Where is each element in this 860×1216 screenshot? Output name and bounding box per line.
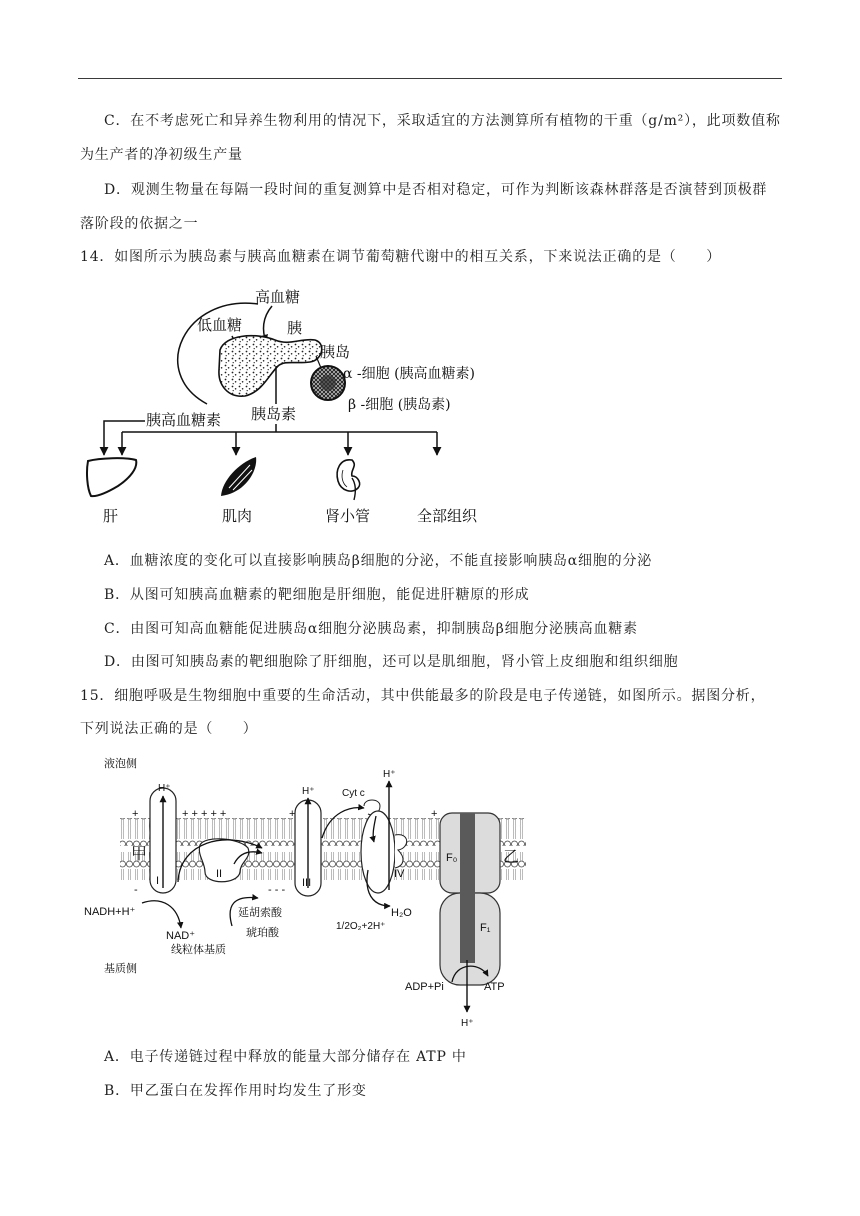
target-liver-label: 肝 (103, 507, 119, 525)
q13-option-c-line1: C．在不考虑死亡和异养生物利用的情况下，采取适宜的方法测算所有植物的干重（g/m²），此项数值称 (104, 113, 781, 129)
water-label: H₂O (391, 907, 412, 919)
complex-3-proton-label: H⁺ (302, 786, 315, 797)
q14-option-a: A．血糖浓度的变化可以直接影响胰岛β细胞的分泌，不能直接影响胰岛α细胞的分泌 (104, 553, 653, 569)
header-rule (78, 78, 782, 79)
islet-label: 胰岛 (320, 343, 351, 361)
complex-4-shape (361, 811, 395, 893)
protein-yi-label: 乙 (503, 847, 520, 866)
f1-label: F₁ (480, 922, 491, 934)
adp-label: ADP+Pi (405, 981, 444, 993)
nad-label: NAD⁺ (166, 930, 196, 942)
q14-stem: 14．如图所示为胰岛素与胰高血糖素在调节葡萄糖代谢中的相互关系，下来说法正确的是（ ） (80, 249, 722, 265)
q13-option-d-line1: D．观测生物量在每隔一段时间的重复测算中是否相对稳定，可作为判断该森林群落是否演替到顶极群 (104, 182, 768, 198)
pancreas-label: 胰 (287, 319, 303, 337)
atp-synthase-stalk (460, 813, 475, 963)
complex-3-label: III (302, 877, 312, 889)
cyt-c-label: Cyt c (342, 788, 365, 799)
plus-charge: + (431, 808, 438, 820)
q15-option-b: B．甲乙蛋白在发挥作用时均发生了形变 (104, 1083, 367, 1099)
complex-4-proton-label: H⁺ (383, 769, 396, 780)
f0-label: F₀ (446, 852, 458, 864)
complex-2-label: II (216, 868, 223, 880)
q13-option-d-line2: 落阶段的依据之一 (80, 216, 199, 232)
q14-option-d: D．由图可知胰岛素的靶细胞除了肝细胞，还可以是肌细胞，肾小管上皮细胞和组织细胞 (104, 654, 679, 670)
atp-synthase-proton-label: H⁺ (461, 1018, 474, 1029)
high-glucose-label: 高血糖 (255, 288, 301, 306)
glucagon-label: 胰高血糖素 (146, 411, 222, 429)
vacuole-side-label: 液泡侧 (104, 758, 137, 770)
fumarate-label: 延胡索酸 (238, 907, 282, 919)
complex-1-proton-label: H⁺ (158, 783, 171, 794)
protein-jia-label: 甲 (131, 844, 148, 863)
q15-stem-line2: 下列说法正确的是（ ） (80, 721, 258, 737)
plus-charge: + (132, 808, 139, 820)
kidney-icon (337, 460, 359, 500)
target-muscle-label: 肌肉 (222, 507, 253, 525)
atp-label: ATP (484, 981, 505, 993)
nadh-label: NADH+H⁺ (84, 906, 136, 918)
q13-option-c-line2: 为生产者的净初级生产量 (80, 147, 243, 163)
low-glucose-label: 低血糖 (197, 316, 243, 334)
insulin-glucagon-diagram (80, 280, 520, 532)
target-tissue-label: 全部组织 (417, 507, 478, 525)
minus-charge: - (134, 884, 138, 896)
complex-4-label: IV (394, 868, 405, 880)
minus-charge-row: - - - (268, 884, 286, 896)
q15-stem-line1: 15．细胞呼吸是生物细胞中重要的生命活动，其中供能最多的阶段是电子传递链，如图所示。据图分析， (80, 688, 766, 704)
q14-option-c: C．由图可知高血糖能促进胰岛α细胞分泌胰岛素，抑制胰岛β细胞分泌胰高血糖素 (104, 621, 638, 637)
liver-icon (87, 458, 136, 496)
complex-1-label: I (156, 875, 160, 887)
plus-charge-row: + + + + + (182, 808, 227, 820)
matrix-side-label: 基质侧 (104, 963, 137, 975)
plus-charge: + (289, 808, 296, 820)
oxygen-label: 1/2O₂+2H⁺ (336, 921, 386, 932)
nadh-oxidation-arrow (142, 901, 181, 928)
succinate-label: 琥珀酸 (246, 927, 279, 939)
pancreas-shape (219, 336, 322, 397)
mitochondrial-matrix-label: 线粒体基质 (171, 944, 226, 956)
alpha-cell-label: α -细胞 (胰高血糖素) (343, 366, 476, 382)
q14-option-b: B．从图可知胰高血糖素的靶细胞是肝细胞，能促进肝糖原的形成 (104, 587, 530, 603)
target-kidney-label: 肾小管 (325, 507, 371, 525)
glucagon-branch-line (104, 421, 145, 455)
islet-core (320, 375, 336, 391)
muscle-icon (221, 457, 256, 496)
q15-option-a: A．电子传递链过程中释放的能量大部分储存在 ATP 中 (104, 1049, 467, 1065)
electron-transport-chain-diagram (80, 752, 540, 1037)
beta-cell-label: β -细胞 (胰岛素) (348, 397, 451, 413)
insulin-label: 胰岛素 (251, 405, 297, 423)
